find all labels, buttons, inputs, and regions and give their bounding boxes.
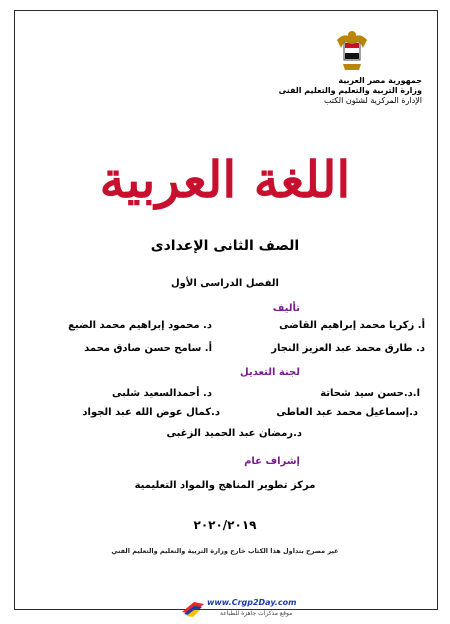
academic-year: ٢٠٢٠/٢٠١٩ (193, 518, 257, 532)
committee-member: د.كمال عوض الله عبد الجواد (82, 407, 220, 418)
site-tagline: موقع مذكرات جاهزة للطباعة (220, 610, 293, 617)
eagle-emblem-icon (335, 28, 369, 74)
committee-heading: لجنة التعديل (240, 367, 300, 378)
author-name: د. طارق محمد عبد العزيز النجار (271, 343, 425, 354)
author-name: أ. سامح حسن صادق محمد (84, 343, 212, 354)
supervision-heading: إشراف عام (244, 456, 300, 467)
ministry-line-2: وزارة التربية والتعليم والتعليم الفنى (278, 86, 422, 95)
author-name: د. محمود إبراهيم محمد الضبع (68, 320, 212, 331)
term-label: الفصل الدراسى الأول (171, 278, 279, 289)
book-title: اللغة العربية (99, 150, 351, 209)
committee-member: ا.د.حسن سيد شحاتة (320, 388, 420, 399)
authors-heading: تأليف (272, 303, 300, 314)
committee-member: د. أحمدالسعيد شلبى (112, 388, 212, 399)
ministry-header (279, 76, 422, 106)
ministry-line-1: جمهورية مصر العربية (338, 76, 422, 85)
supervision-body: مركز تطوير المناهج والمواد التعليمية (134, 480, 316, 491)
site-logo-icon (180, 598, 206, 618)
grade-label: الصف الثانى الإعدادى (150, 238, 300, 254)
distribution-note: غير مصرح بتداول هذا الكتاب خارج وزارة التربية والتعليم والتعليم الفني (111, 547, 339, 555)
committee-member: د.رمضان عبد الحميد الزغبى (166, 428, 302, 439)
committee-member: د.إسماعيل محمد عبد العاطى (276, 407, 418, 418)
author-name: أ. زكريا محمد إبراهيم القاضى (279, 320, 425, 331)
site-url[interactable]: www.Crgp2Day.com (207, 598, 297, 607)
ministry-line-3: الإدارة المركزية لشئون الكتب (323, 96, 422, 105)
